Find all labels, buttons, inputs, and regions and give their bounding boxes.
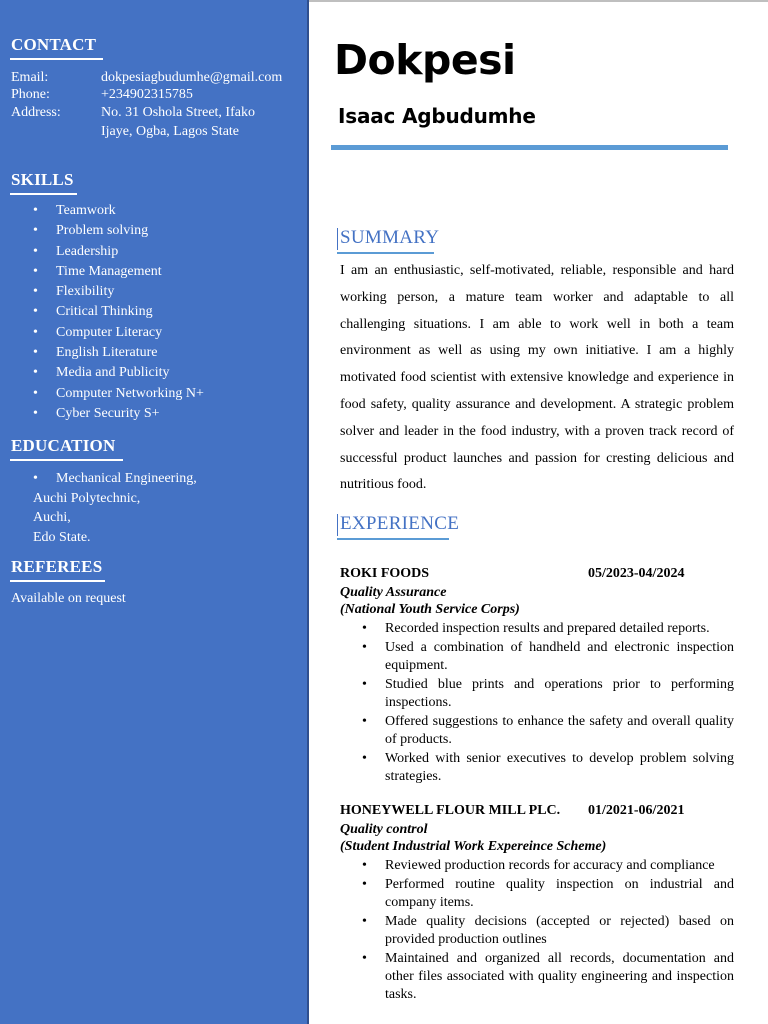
job-role: Quality control: [340, 822, 428, 837]
full-name: Isaac Agbudumhe: [338, 104, 536, 128]
job-bullet: • Worked with senior executives to develop problem solving strategies.: [362, 750, 734, 786]
experience-heading-underline: [337, 538, 449, 540]
phone-label: Phone:: [11, 87, 50, 102]
job-bullets: [362, 857, 734, 1005]
sidebar-divider: [307, 0, 309, 1024]
job-bullet: • Maintained and organized all records, documentation and other files associated with quality engineering and inspection tasks.: [362, 950, 734, 1004]
education-line-4: Edo State.: [33, 529, 91, 545]
phone-value[interactable]: +234902315785: [101, 87, 193, 102]
skill-item: • Cyber Security S+: [33, 404, 204, 424]
summary-heading: SUMMARY: [340, 227, 439, 249]
skill-item: • Critical Thinking: [33, 302, 204, 322]
job-bullet: • Studied blue prints and operations prior to performing inspections.: [362, 676, 734, 712]
education-heading: EDUCATION: [11, 436, 115, 456]
job-dates: 01/2021-06/2021: [588, 803, 685, 818]
skills-heading: SKILLS: [11, 170, 74, 190]
page-top-border: [309, 0, 768, 2]
education-line-1: • Mechanical Engineering,: [33, 469, 197, 489]
skills-list: [33, 201, 204, 424]
job-company: HONEYWELL FLOUR MILL PLC.: [340, 803, 561, 818]
experience-heading-marker: [337, 514, 338, 536]
summary-text: I am an enthusiastic, self-motivated, reliable, responsible and hard working person, a mature team worker and adaptable to all challenging situations. I am able to work well in both a team environment as well as using my own initiative. I am a highly motivated food scientist with extensive knowledge and experience in food safety, quality assurance and development. A strategic problem solver and leader in the food industry, with a proven track record of successful product launches and passion for cresting delicious and nutritious food.: [340, 263, 734, 493]
referees-heading-underline: [10, 580, 105, 582]
contact-heading: CONTACT: [11, 35, 96, 55]
skill-item: • Flexibility: [33, 282, 204, 302]
job-bullet: • Recorded inspection results and prepared detailed reports.: [362, 620, 734, 638]
job-bullet: • Offered suggestions to enhance the safety and overall quality of products.: [362, 713, 734, 749]
education-heading-underline: [10, 459, 123, 461]
first-name: Dokpesi: [334, 36, 516, 84]
experience-heading: EXPERIENCE: [340, 513, 459, 535]
job-program: (National Youth Service Corps): [340, 602, 520, 617]
address-line-1: No. 31 Oshola Street, Ifako: [101, 105, 255, 120]
skill-item: • Teamwork: [33, 201, 204, 221]
email-value[interactable]: dokpesiagbudumhe@gmail.com: [101, 70, 283, 85]
referees-text: Available on request: [11, 591, 126, 606]
skill-item: • Media and Publicity: [33, 363, 204, 383]
skills-heading-underline: [10, 193, 77, 195]
job-bullet: • Used a combination of handheld and electronic inspection equipment.: [362, 639, 734, 675]
job-company: ROKI FOODS: [340, 566, 430, 581]
email-label: Email:: [11, 70, 49, 85]
job-bullet: • Performed routine quality inspection on industrial and company items.: [362, 876, 734, 912]
education-line-2: Auchi Polytechnic,: [33, 490, 141, 506]
name-underline-bar: [331, 145, 728, 150]
summary-heading-marker: [337, 228, 338, 250]
job-role: Quality Assurance: [340, 585, 447, 600]
address-line-2: Ijaye, Ogba, Lagos State: [101, 124, 240, 139]
skill-item: • Computer Literacy: [33, 323, 204, 343]
skill-item: • Leadership: [33, 242, 204, 262]
address-label: Address:: [11, 105, 61, 120]
contact-heading-underline: [10, 58, 103, 60]
skill-item: • Computer Networking N+: [33, 384, 204, 404]
job-bullets: [362, 620, 734, 787]
education-line-3: Auchi,: [33, 510, 71, 525]
job-bullet: • Made quality decisions (accepted or rejected) based on provided production outlines: [362, 913, 734, 949]
job-program: (Student Industrial Work Expereince Scheme): [340, 839, 607, 854]
referees-heading: REFEREES: [11, 557, 102, 577]
skill-item: • Problem solving: [33, 221, 204, 241]
summary-heading-underline: [337, 252, 434, 254]
sidebar: [0, 0, 307, 1024]
job-bullet: • Reviewed production records for accuracy and compliance: [362, 857, 734, 875]
skill-item: • English Literature: [33, 343, 204, 363]
skill-item: • Time Management: [33, 262, 204, 282]
job-dates: 05/2023-04/2024: [588, 566, 685, 581]
education-entry: [33, 469, 197, 547]
